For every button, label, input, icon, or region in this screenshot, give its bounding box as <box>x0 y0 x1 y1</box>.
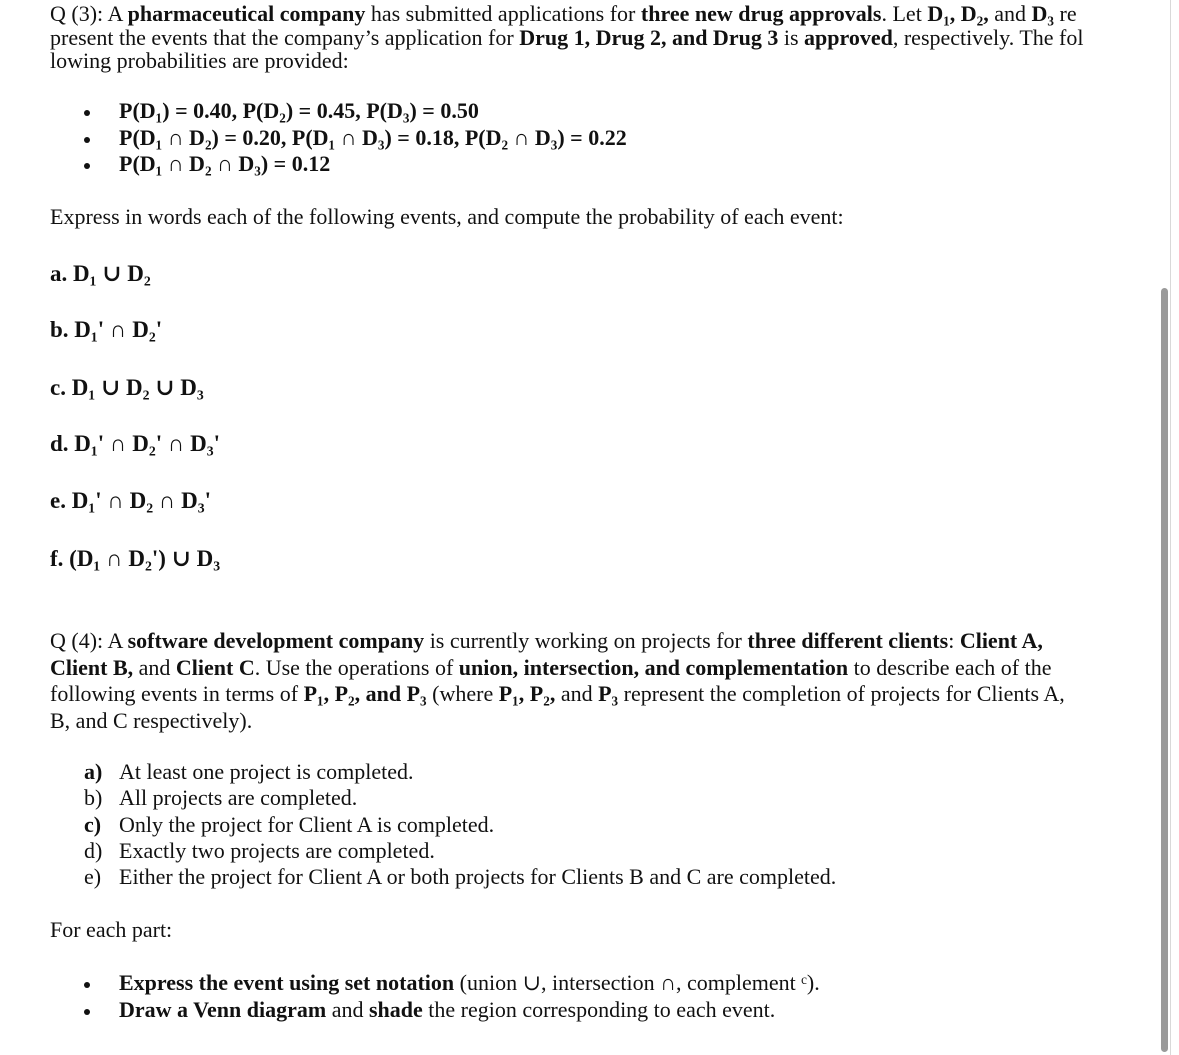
q4-line-1: Q (4): A software development company is currently working on projects for three different clients: Client A, <box>50 628 1043 653</box>
q3-part-e: e. D₁' ∩ D₂ ∩ D₃' <box>50 488 212 513</box>
q4-line-3: following events in terms of P₁, P₂, and P₃ (where P₁, P₂, and P₃ represent the completion of projects for Clients A, <box>50 681 1065 706</box>
list-item: b) All projects are completed. <box>84 785 358 811</box>
list-item: Express the event using set notation (union ∪, intersection ∩, complement ᶜ). <box>84 970 820 997</box>
q3-part-a: a. D₁ ∪ D₂ <box>50 261 151 286</box>
q3-instruction: Express in words each of the following events, and compute the probability of each event: <box>50 204 844 229</box>
q4-line-2: Client B, and Client C. Use the operations of union, intersection, and complementation to describe each of the <box>50 654 1052 680</box>
q4-for-each-label: For each part: <box>50 917 173 942</box>
bullet-dot-icon <box>84 163 90 169</box>
list-item: P(D₁ ∩ D₂) = 0.20, P(D₁ ∩ D₃) = 0.18, P(D₂ ∩ D₃) = 0.22 <box>84 125 627 152</box>
vertical-scrollbar[interactable] <box>1161 288 1168 1052</box>
bullet-dot-icon <box>84 1009 90 1015</box>
q3-line-3: lowing probabilities are provided: <box>50 48 349 73</box>
list-item: c) Only the project for Client A is completed. <box>84 811 495 837</box>
bullet-dot-icon <box>84 137 90 143</box>
list-item: P(D₁) = 0.40, P(D₂) = 0.45, P(D₃) = 0.50 <box>84 98 627 125</box>
page-edge-divider <box>1170 0 1171 1055</box>
bullet-dot-icon <box>84 982 90 988</box>
bullet-dot-icon <box>84 110 90 116</box>
q3-line-2: present the events that the company’s application for Drug 1, Drug 2, and Drug 3 is approved, respectively. The fol <box>50 24 1084 50</box>
q3-part-d: d. D₁' ∩ D₂' ∩ D₃' <box>50 431 221 456</box>
list-item: P(D₁ ∩ D₂ ∩ D₃) = 0.12 <box>84 151 627 178</box>
list-item: d) Exactly two projects are completed. <box>84 837 435 863</box>
q4-task-list <box>84 970 820 1023</box>
q3-line-1: Q (3): A pharmaceutical company has submitted applications for three new drug approvals. Let D₁, D₂, and D₃ re <box>50 1 1077 26</box>
q3-part-f: f. (D₁ ∩ D₂') ∪ D₃ <box>50 546 221 571</box>
q4-line-4: B, and C respectively). <box>50 707 253 733</box>
q4-item-list <box>84 759 836 890</box>
list-item: e) Either the project for Client A or both projects for Clients B and C are completed. <box>84 864 837 890</box>
q4-paragraph <box>50 628 1120 734</box>
q3-paragraph <box>50 2 1130 73</box>
q3-part-c: c. D₁ ∪ D₂ ∪ D₃ <box>50 375 204 400</box>
q3-part-b: b. D₁' ∩ D₂' <box>50 317 163 342</box>
list-item: a) At least one project is completed. <box>84 759 414 784</box>
q3-probability-list <box>84 98 627 178</box>
list-item: Draw a Venn diagram and shade the region corresponding to each event. <box>84 997 820 1024</box>
